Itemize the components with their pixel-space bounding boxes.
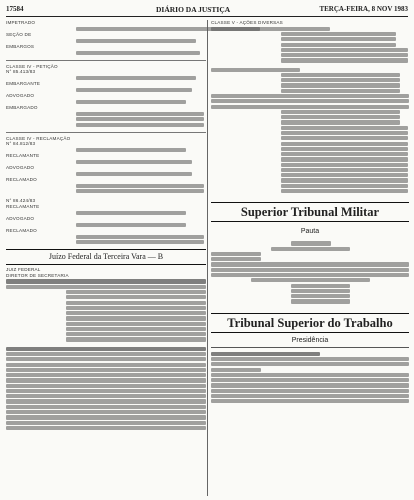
- text-line: [76, 172, 192, 176]
- text-line: [281, 32, 396, 36]
- caption: RECLAMADO: [6, 177, 37, 183]
- text-line: [281, 78, 400, 82]
- text-line: [6, 421, 206, 425]
- text-line: [6, 405, 206, 409]
- text-line: [6, 399, 206, 403]
- text-line: [66, 316, 206, 320]
- text-line: [281, 73, 400, 77]
- text-line: [6, 415, 206, 419]
- caption: EMBARGADO: [6, 105, 38, 111]
- text-line: [66, 327, 206, 331]
- text-line: [281, 136, 408, 140]
- journal-title: DIÁRIO DA JUSTIÇA: [156, 5, 231, 14]
- page-number: 17584: [6, 5, 24, 13]
- text-line: [76, 240, 204, 244]
- court-heading-box: [6, 249, 206, 267]
- caption: CLASSE IV - PETIÇÃO: [6, 63, 58, 69]
- text-line: [76, 235, 204, 239]
- text-line: [281, 89, 400, 93]
- text-line: [211, 105, 409, 109]
- divider: [6, 60, 206, 61]
- text-line: [6, 384, 206, 388]
- clerk-label: JUIZ FEDERAL: [6, 267, 41, 273]
- text-block: [211, 352, 409, 404]
- text-line: [281, 43, 396, 47]
- text-line: [281, 142, 408, 146]
- caption: EMBARGOS: [6, 43, 35, 49]
- text-line: [281, 53, 408, 57]
- caption: RECLAMADO: [6, 227, 37, 233]
- text-block: [211, 241, 409, 303]
- trabalho-sub-box: [211, 337, 409, 351]
- militar-heading-box: [211, 198, 409, 228]
- text-line: [6, 363, 206, 367]
- text-line: [66, 311, 206, 315]
- text-line: [211, 399, 409, 403]
- text-line: [211, 352, 320, 356]
- text-line: [281, 178, 408, 182]
- text-line: [6, 389, 206, 393]
- text-line: [76, 88, 192, 92]
- text-block: [6, 136, 206, 194]
- text-line: [66, 322, 206, 326]
- text-line: [291, 289, 350, 293]
- text-block: [6, 20, 206, 55]
- text-line: [66, 301, 206, 305]
- text-line: [281, 37, 396, 41]
- text-line: [211, 357, 409, 361]
- page-header: [6, 4, 408, 17]
- text-line: [281, 168, 408, 172]
- text-line: [211, 378, 409, 382]
- text-line: [6, 279, 206, 283]
- text-line: [211, 252, 261, 256]
- issue-date: TERÇA-FEIRA, 8 NOV 1983: [319, 5, 408, 13]
- text-line: [6, 352, 206, 356]
- text-line: [281, 83, 400, 87]
- text-line: [271, 247, 350, 251]
- text-block: [6, 198, 206, 244]
- caption: ADVOGADO: [6, 215, 35, 221]
- right-column: [211, 20, 409, 408]
- text-line: [6, 347, 206, 351]
- text-line: [76, 112, 204, 116]
- text-line: [211, 68, 300, 72]
- text-line: [281, 115, 400, 119]
- caption: EMBARGANTE: [6, 81, 41, 87]
- text-line: [281, 189, 408, 193]
- text-block: [6, 347, 206, 430]
- caption: N° 85.413/83: [6, 69, 36, 75]
- caption: ADVOGADO: [6, 165, 35, 171]
- text-line: [211, 268, 409, 272]
- text-line: [281, 48, 408, 52]
- text-line: [76, 184, 204, 188]
- text-line: [211, 383, 409, 387]
- text-line: [281, 131, 408, 135]
- text-line: [211, 94, 409, 98]
- text-line: [6, 373, 206, 377]
- caption: RECLAMANTE: [6, 204, 40, 209]
- text-line: [281, 157, 408, 161]
- caption: RECLAMANTE: [6, 153, 40, 159]
- text-line: [281, 120, 400, 124]
- text-line: [281, 147, 408, 151]
- director-label: DIRETOR DE SECRETARIA: [6, 272, 69, 278]
- text-line: [66, 306, 206, 310]
- text-line: [281, 126, 408, 130]
- text-line: [76, 160, 192, 164]
- caption: N° 84.812/83: [6, 141, 36, 147]
- text-line: [291, 294, 350, 298]
- text-line: [76, 39, 196, 43]
- tribunal-trabalho-title: Tribunal Superior do Trabalho: [211, 313, 409, 333]
- text-line: [291, 299, 350, 303]
- caption: CLASSE IV - RECLAMAÇÃO: [6, 135, 71, 141]
- text-line: [211, 262, 409, 266]
- caption: N° 86.424/83: [6, 198, 36, 204]
- text-block: [6, 267, 206, 342]
- text-line: [76, 100, 186, 104]
- text-line: [76, 117, 204, 121]
- text-line: [76, 211, 186, 215]
- text-line: [291, 241, 331, 245]
- text-line: [251, 278, 370, 282]
- text-line: [6, 394, 206, 398]
- text-line: [211, 394, 409, 398]
- text-line: [281, 58, 408, 62]
- divider: [6, 132, 206, 133]
- trabalho-subtitle: Presidência: [211, 337, 409, 348]
- text-line: [76, 51, 200, 55]
- militar-subtitle: Pauta: [300, 228, 320, 236]
- text-line: [281, 163, 408, 167]
- caption: CLASSE V - AÇÕES DIVERSAS: [211, 20, 283, 25]
- text-line: [281, 152, 408, 156]
- column-divider: [207, 20, 208, 496]
- court-heading: Juízo Federal da Terceira Vara — B: [6, 249, 206, 265]
- text-line: [211, 373, 409, 377]
- text-line: [76, 148, 186, 152]
- text-line: [291, 284, 350, 288]
- caption: ADVOGADO: [6, 93, 35, 99]
- text-line: [76, 76, 196, 80]
- text-line: [281, 110, 400, 114]
- text-line: [6, 285, 206, 289]
- text-line: [211, 368, 261, 372]
- text-line: [66, 290, 206, 294]
- text-block: [211, 68, 409, 194]
- text-line: [6, 426, 206, 430]
- text-line: [281, 173, 408, 177]
- text-line: [211, 27, 330, 31]
- text-line: [66, 295, 206, 299]
- text-block: [6, 64, 206, 127]
- text-line: [281, 184, 408, 188]
- text-line: [76, 123, 204, 127]
- tribunal-militar-title: Superior Tribunal Militar: [211, 202, 409, 222]
- text-line: [6, 357, 206, 361]
- text-line: [6, 378, 206, 382]
- text-line: [76, 189, 204, 193]
- text-line: [211, 389, 409, 393]
- text-line: [211, 362, 409, 366]
- text-line: [211, 99, 409, 103]
- trabalho-heading-box: [211, 309, 409, 337]
- text-line: [66, 337, 206, 341]
- militar-sub-box: [211, 228, 409, 240]
- text-line: [6, 368, 206, 372]
- left-column: [6, 20, 206, 435]
- caption: SEÇÃO DE: [6, 31, 32, 37]
- text-line: [76, 223, 186, 227]
- text-block: [211, 20, 409, 63]
- caption: IMPETRADO: [6, 20, 36, 25]
- text-line: [66, 332, 206, 336]
- text-line: [6, 410, 206, 414]
- text-line: [211, 273, 409, 277]
- text-line: [211, 257, 261, 261]
